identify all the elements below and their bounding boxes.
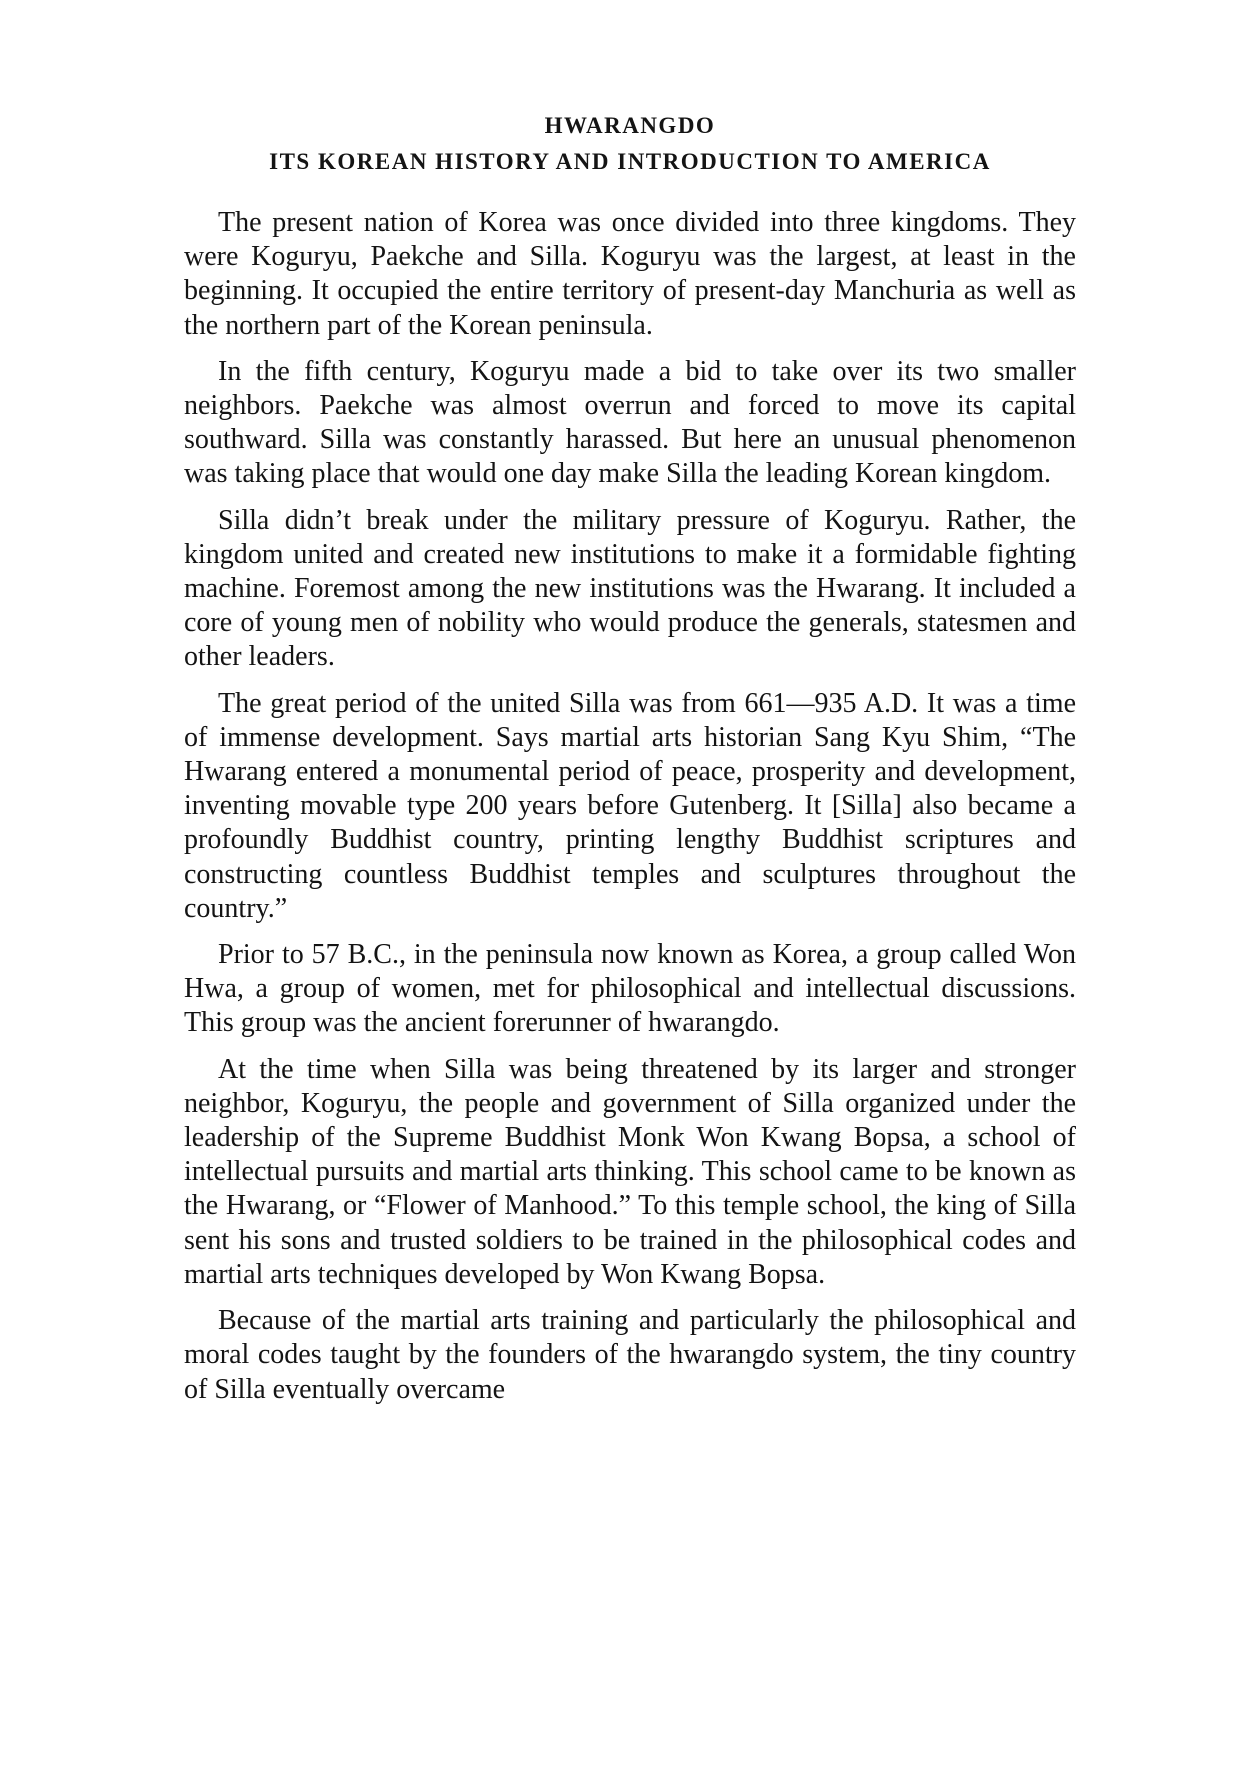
paragraph-4: The great period of the united Silla was from 661—935 A.D. It was a time of immense development. Says martial arts historian Sang Kyu Shim, “The Hwarang entered a monumental period of peace, prosperity and development, inventing movable type 200 years before Gutenberg. It [Silla] also became a profoundly Buddhist country, printing lengthy Buddhist scriptures and constructing countless Buddhist temples and sculptures throughout the country.” xyxy=(184,687,1076,924)
paragraph-6: At the time when Silla was being threatened by its larger and stronger neighbor, Koguryu, the people and government of Silla organized under the leadership of the Supreme Buddhist Monk Won Kwang Bopsa, a school of intellectual pursuits and martial arts thinking. This school came to be known as the Hwarang, or “Flower of Manhood.” To this temple school, the king of Silla sent his sons and trusted soldiers to be trained in the philosophical codes and martial arts techniques developed by Won Kwang Bopsa. xyxy=(184,1053,1076,1290)
page-title xyxy=(184,108,1076,180)
body-text xyxy=(184,206,1076,1407)
title-line-2: ITS KOREAN HISTORY AND INTRODUCTION TO AMERICA xyxy=(269,149,991,174)
paragraph-5: Prior to 57 B.C., in the peninsula now known as Korea, a group called Won Hwa, a group of women, met for philosophical and intellectual discussions. This group was the ancient forerunner of hwarangdo. xyxy=(184,939,1076,1039)
paragraph-2: In the fifth century, Koguryu made a bid to take over its two smaller neighbors. Paekche was almost overrun and forced to move its capital southward. Silla was constantly harassed. But here an unusual phenomenon was taking place that would one day make Silla the leading Korean kingdom. xyxy=(184,355,1076,490)
title-line-1: HWARANGDO xyxy=(544,113,716,138)
document-page xyxy=(184,108,1076,1419)
paragraph-1: The present nation of Korea was once divided into three kingdoms. They were Koguryu, Paekche and Silla. Koguryu was the largest, at least in the beginning. It occupied the entire territory of present-day Manchuria as well as the northern part of the Korean peninsula. xyxy=(184,207,1076,341)
paragraph-7: Because of the martial arts training and particularly the philosophical and moral codes taught by the founders of the hwarangdo system, the tiny country of Silla eventually overcame xyxy=(184,1305,1076,1405)
paragraph-3: Silla didn’t break under the military pressure of Koguryu. Rather, the kingdom united and created new institutions to make it a formidable fighting machine. Foremost among the new institutions was the Hwarang. It included a core of young men of nobility who would produce the generals, statesmen and other leaders. xyxy=(184,504,1076,673)
